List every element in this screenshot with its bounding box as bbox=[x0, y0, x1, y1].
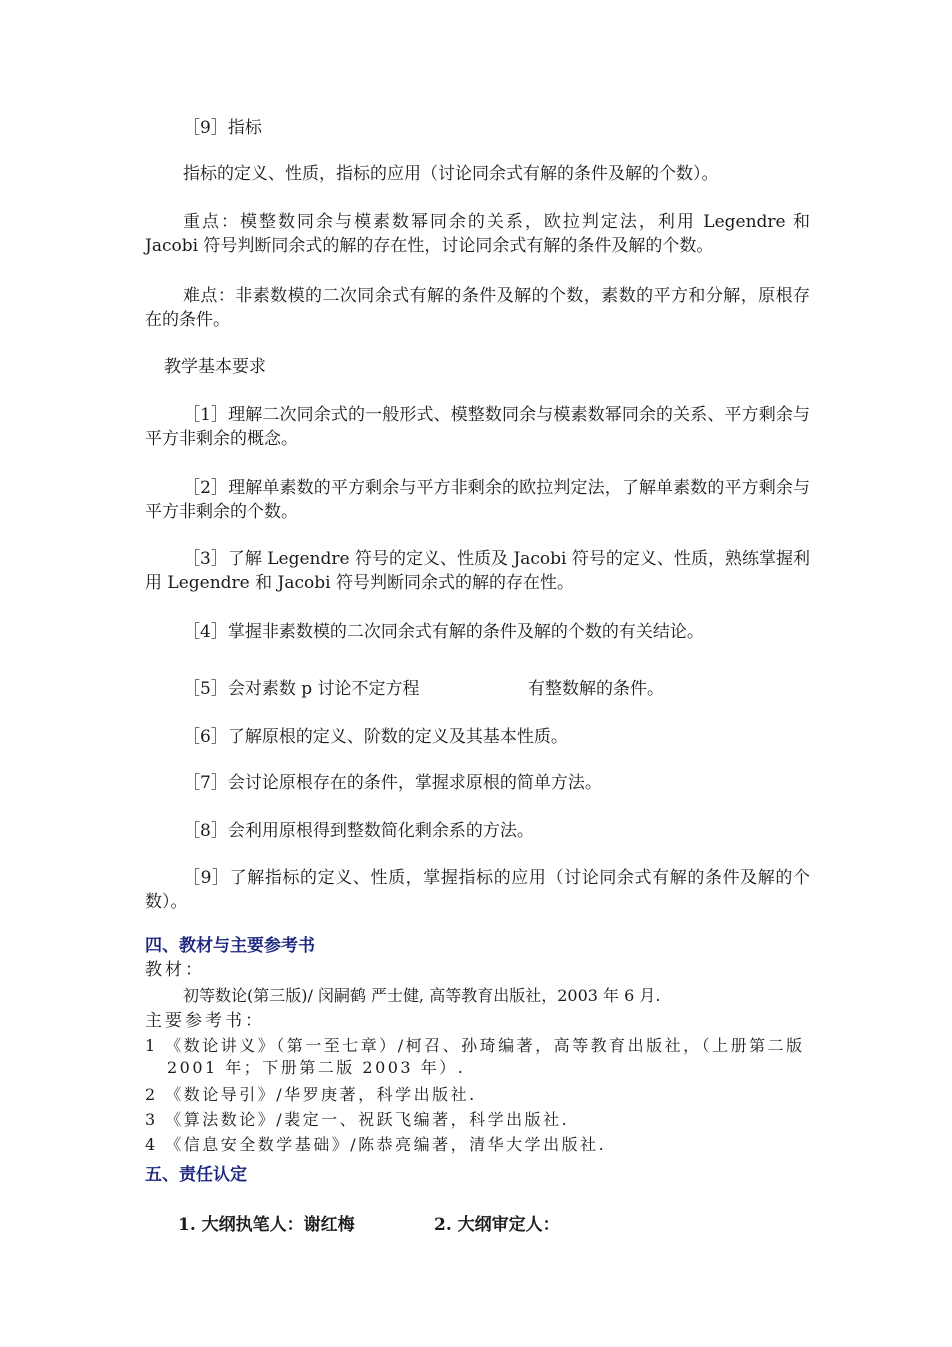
outline-reviewer: 2. 大纲审定人： bbox=[434, 1215, 560, 1235]
textbook-label: 教材： bbox=[145, 960, 205, 980]
difficult-points: 难点：非素数模的二次同余式有解的条件及解的个数，素数的平方和分解，原根存在的条件。 bbox=[145, 286, 810, 330]
section-4-title: 四、教材与主要参考书 bbox=[145, 936, 315, 956]
reference-2: 2 《数论导引》/华罗庚著，科学出版社. bbox=[145, 1085, 477, 1104]
reference-3: 3 《算法数论》/裴定一、祝跃飞编著，科学出版社. bbox=[145, 1110, 570, 1129]
reference-4: 4 《信息安全数学基础》/陈恭亮编著，清华大学出版社. bbox=[145, 1135, 607, 1154]
requirement-5-part-2: 有整数解的条件。 bbox=[528, 679, 664, 699]
requirement-7: ［7］会讨论原根存在的条件，掌握求原根的简单方法。 bbox=[183, 773, 602, 793]
requirement-9: ［9］了解指标的定义、性质，掌握指标的应用（讨论同余式有解的条件及解的个数）。 bbox=[145, 868, 810, 912]
key-points: 重点：模整数同余与模素数幂同余的关系，欧拉判定法，利用 Legendre 和 Jacobi 符号判断同余式的解的存在性，讨论同余式有解的条件及解的个数。 bbox=[145, 212, 810, 256]
index-heading: ［9］指标 bbox=[183, 118, 262, 138]
index-description: 指标的定义、性质，指标的应用（讨论同余式有解的条件及解的个数）。 bbox=[183, 164, 719, 184]
requirement-5-part-1: ［5］会对素数 p 讨论不定方程 bbox=[183, 679, 420, 699]
requirement-1: ［1］理解二次同余式的一般形式、模整数同余与模素数幂同余的关系、平方剩余与平方非剩余的概念。 bbox=[145, 405, 810, 449]
reference-1: 1 《数论讲义》（第一至七章）/柯召、孙琦编著，高等教育出版社，（上册第二版 2001 年；下册第二版 2003 年）. bbox=[145, 1036, 805, 1077]
references-label: 主要参考书： bbox=[145, 1011, 265, 1031]
section-5-title: 五、责任认定 bbox=[145, 1165, 247, 1185]
requirements-heading: 教学基本要求 bbox=[164, 357, 266, 377]
requirement-2: ［2］理解单素数的平方剩余与平方非剩余的欧拉判定法，了解单素数的平方剩余与平方非剩余的个数。 bbox=[145, 478, 810, 522]
requirement-4: ［4］掌握非素数模的二次同余式有解的条件及解的个数的有关结论。 bbox=[183, 622, 704, 642]
requirement-3: ［3］了解 Legendre 符号的定义、性质及 Jacobi 符号的定义、性质，熟练掌握利用 Legendre 和 Jacobi 符号判断同余式的解的存在性。 bbox=[145, 549, 810, 593]
outline-writer: 1. 大纲执笔人：谢红梅 bbox=[178, 1215, 355, 1235]
textbook-entry: 初等数论(第三版)/ 闵嗣鹤 严士健, 高等教育出版社，2003 年 6 月. bbox=[183, 986, 661, 1005]
requirement-8: ［8］会利用原根得到整数简化剩余系的方法。 bbox=[183, 821, 534, 841]
requirement-6: ［6］了解原根的定义、阶数的定义及其基本性质。 bbox=[183, 727, 568, 747]
